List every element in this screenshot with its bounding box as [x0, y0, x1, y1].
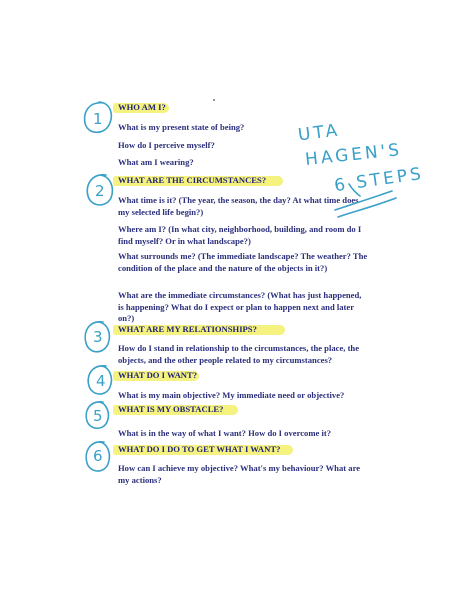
circle-number-4: 4 — [96, 372, 109, 390]
question-2-4: What are the immediate circumstances? (What has just happened, is happening? What do I expect or plan to happen next and later on?) — [118, 290, 362, 323]
circle-number-6: 6 — [93, 447, 106, 465]
question-5-1: What is in the way of what I want? How do I overcome it? — [118, 428, 332, 438]
heading-obstacle: WHAT IS MY OBSTACLE? — [118, 404, 224, 414]
annotation-line-3: 6 STEPS — [333, 163, 426, 197]
annotation-line-2: HAGEN'S — [304, 139, 403, 171]
heading-relationships: WHAT ARE MY RELATIONSHIPS? — [118, 324, 257, 334]
circle-number-5: 5 — [93, 407, 106, 425]
question-1-1: What is my present state of being? — [118, 122, 245, 132]
annotation-line-1: UTA — [296, 120, 342, 146]
question-3-1: How do I stand in relationship to the circumstances, the place, the objects, and the other people related to my circumstances? — [118, 343, 360, 365]
question-4-1: What is my main objective? My immediate need or objective? — [118, 390, 345, 400]
circle-number-3: 3 — [93, 328, 106, 346]
underline-stroke-2 — [338, 198, 396, 217]
question-1-3: What am I wearing? — [118, 157, 194, 167]
heading-what-do-i-want: WHAT DO I WANT? — [118, 370, 198, 380]
question-2-2: Where am I? (In what city, neighborhood, building, and room do I find myself? Or in what landscape?) — [118, 224, 362, 246]
circle-number-1: 1 — [93, 110, 106, 128]
question-2-1: What time is it? (The year, the season, the day? At what time does my selected life begin?) — [118, 195, 359, 217]
circle-number-2: 2 — [95, 182, 108, 200]
heading-who-am-i: WHO AM I? — [118, 102, 166, 112]
heading-circumstances: WHAT ARE THE CIRCUMSTANCES? — [118, 175, 267, 185]
heading-how-to-get: WHAT DO I DO TO GET WHAT I WANT? — [118, 444, 281, 454]
question-1-2: How do I perceive myself? — [118, 140, 215, 150]
question-6-1: How can I achieve my objective? What's my behaviour? What are my actions? — [118, 463, 361, 485]
question-2-3: What surrounds me? (The immediate landscape? The weather? The condition of the place and the nature of the objects in it?) — [118, 251, 368, 273]
